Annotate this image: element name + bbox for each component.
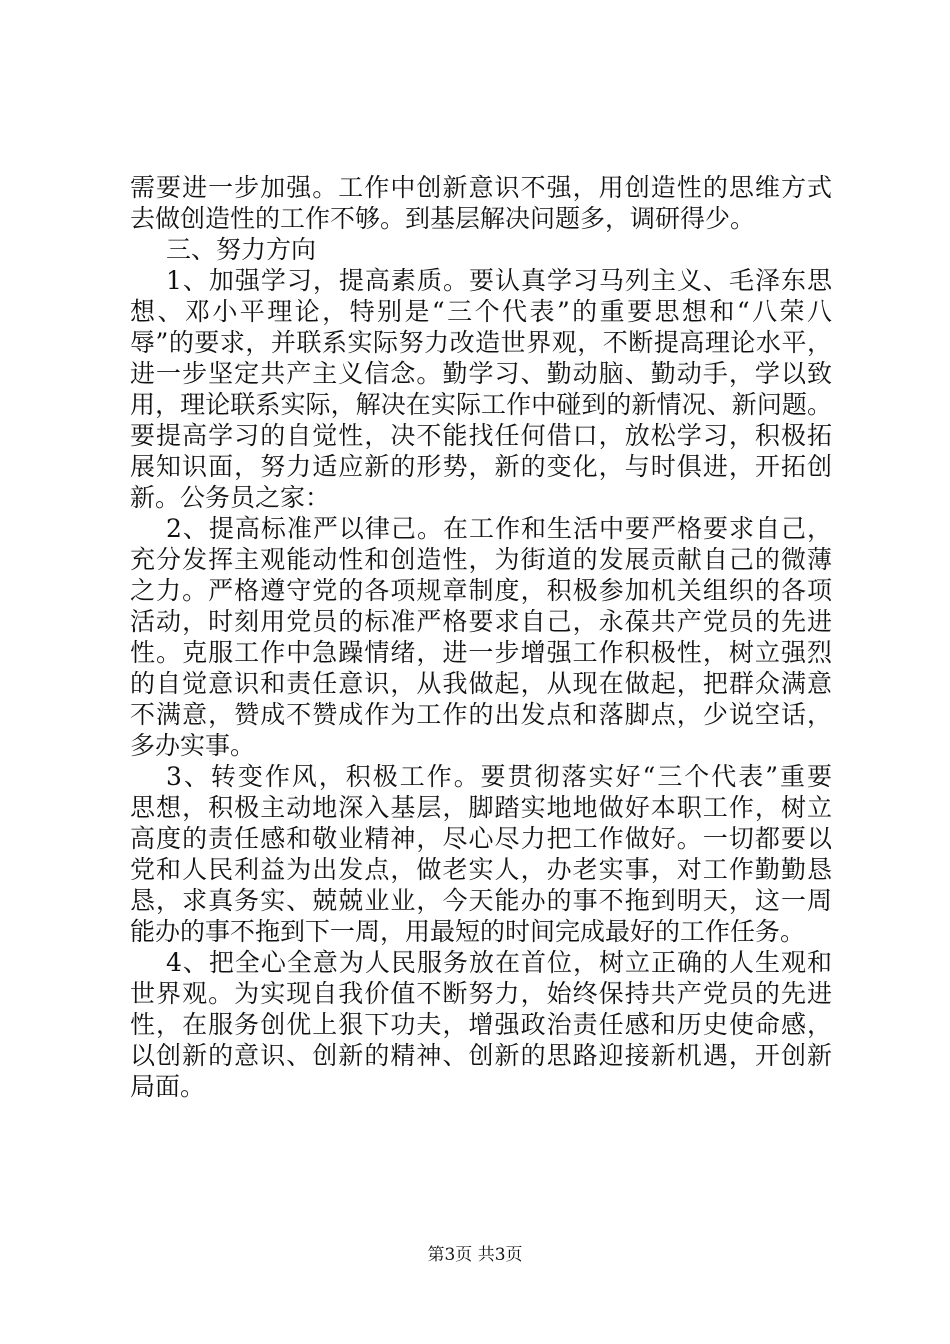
text-line: 的自觉意识和责任意识，从我做起，从现在做起，把群众满意 <box>130 669 832 698</box>
text-line: 2、提高标准严以律己。在工作和生活中要严格要求自己， <box>166 514 832 543</box>
text-line: 进一步坚定共产主义信念。勤学习、勤动脑、勤动手，学以致 <box>130 359 832 388</box>
text-line: 恳，求真务实、兢兢业业，今天能办的事不拖到明天，这一周 <box>130 886 832 915</box>
text-line: 三、努力方向 <box>166 235 317 264</box>
text-line: 去做创造性的工作不够。到基层解决问题多，调研得少。 <box>130 204 756 233</box>
text-line: 4、把全心全意为人民服务放在首位，树立正确的人生观和 <box>166 948 832 977</box>
text-line: 党和人民利益为出发点，做老实人，办老实事，对工作勤勤恳 <box>130 855 832 884</box>
text-line: 辱”的要求，并联系实际努力改造世界观，不断提高理论水平， <box>130 328 832 357</box>
text-line: 高度的责任感和敬业精神，尽心尽力把工作做好。一切都要以 <box>130 824 832 853</box>
text-line: 性。克服工作中急躁情绪，进一步增强工作积极性，树立强烈 <box>130 638 832 667</box>
text-line: 局面。 <box>130 1072 206 1101</box>
text-line: 世界观。为实现自我价值不断努力，始终保持共产党员的先进 <box>130 979 832 1008</box>
text-line: 能办的事不拖到下一周，用最短的时间完成最好的工作任务。 <box>130 917 806 946</box>
text-line: 多办实事。 <box>130 731 256 760</box>
text-line: 以创新的意识、创新的精神、创新的思路迎接新机遇，开创新 <box>130 1041 832 1070</box>
document-body <box>130 172 832 1102</box>
text-line: 之力。严格遵守党的各项规章制度，积极参加机关组织的各项 <box>130 576 832 605</box>
text-line: 思想，积极主动地深入基层，脚踏实地地做好本职工作，树立 <box>130 793 832 822</box>
text-line: 1、加强学习，提高素质。要认真学习马列主义、毛泽东思 <box>166 266 832 295</box>
text-line: 活动，时刻用党员的标准严格要求自己，永葆共产党员的先进 <box>130 607 832 636</box>
text-line: 不满意，赞成不赞成作为工作的出发点和落脚点，少说空话， <box>130 700 832 729</box>
text-line: 3、转变作风，积极工作。要贯彻落实好“三个代表”重要 <box>166 762 832 791</box>
text-line: 要提高学习的自觉性，决不能找任何借口，放松学习，积极拓 <box>130 421 832 450</box>
text-line: 展知识面，努力适应新的形势，新的变化，与时俱进，开拓创 <box>130 452 832 481</box>
page-number-footer: 第3页 共3页 <box>427 1245 523 1265</box>
text-line: 需要进一步加强。工作中创新意识不强，用创造性的思维方式 <box>130 173 832 202</box>
text-line: 性，在服务创优上狠下功夫，增强政治责任感和历史使命感， <box>130 1010 832 1039</box>
text-line: 充分发挥主观能动性和创造性，为街道的发展贡献自己的微薄 <box>130 545 832 574</box>
text-line: 用，理论联系实际，解决在实际工作中碰到的新情况、新问题。 <box>130 390 832 419</box>
text-line: 想、邓小平理论，特别是“三个代表”的重要思想和“八荣八 <box>130 297 832 326</box>
text-line: 新。公务员之家： <box>130 483 331 512</box>
